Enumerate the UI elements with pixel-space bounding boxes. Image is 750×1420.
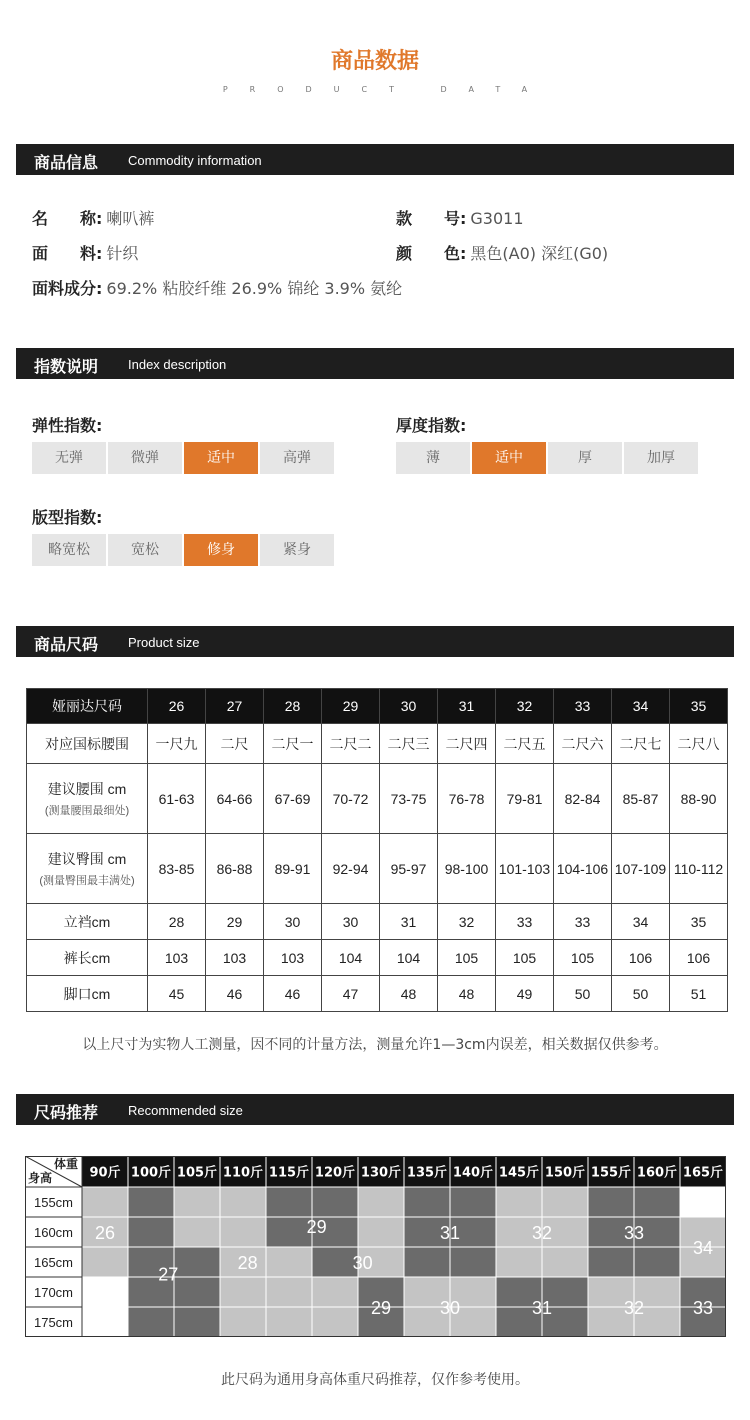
table-cell: 73-75 [380, 764, 438, 834]
table-cell: 33 [496, 904, 554, 940]
table-cell: 105 [554, 940, 612, 976]
info-fabric-label: 面 料: [32, 244, 103, 263]
weight-header-label: 165斤 [682, 1165, 724, 1181]
info-color-value: 黑色(A0) 深红(G0) [470, 244, 609, 263]
zone-cell [358, 1187, 404, 1217]
weight-header-label: 145斤 [498, 1165, 540, 1181]
zone-cell [220, 1187, 266, 1217]
zone-cell [266, 1277, 312, 1307]
row-label-note: (测量腰围最细处) [44, 805, 130, 817]
table-cell: 46 [264, 976, 322, 1012]
elasticity-option[interactable]: 适中 [184, 442, 258, 474]
section-info-header [16, 144, 734, 175]
table-cell: 106 [612, 940, 670, 976]
zone-size-label: 32 [531, 1223, 553, 1243]
fit-option[interactable]: 略宽松 [32, 534, 106, 566]
row-label [27, 724, 148, 764]
height-row-label: 165cm [33, 1255, 74, 1270]
info-color-label: 颜 色: [396, 244, 467, 263]
zone-cell [220, 1307, 266, 1337]
zone-cell [312, 1277, 358, 1307]
table-row [27, 724, 728, 764]
height-row-label: 155cm [33, 1195, 74, 1210]
zone-cell [496, 1187, 542, 1217]
fit-title: 版型指数: [32, 508, 103, 527]
size-table-header-cell: 27 [206, 689, 264, 724]
table-cell: 35 [670, 904, 728, 940]
info-name [32, 206, 154, 229]
zone-size-label: 30 [352, 1253, 373, 1273]
zone-size-label: 33 [692, 1298, 714, 1318]
info-composition-value: 69.2% 粘胶纤维 26.9% 锦纶 3.9% 氨纶 [106, 279, 403, 298]
table-row [27, 764, 728, 834]
table-cell: 104 [322, 940, 380, 976]
thickness-title: 厚度指数: [396, 416, 467, 435]
table-cell: 110-112 [670, 834, 728, 904]
zone-size-label: 33 [623, 1223, 645, 1243]
weight-header-label: 120斤 [314, 1165, 356, 1181]
size-table-header-cell: 26 [148, 689, 206, 724]
table-cell: 105 [438, 940, 496, 976]
zone-cell [220, 1217, 266, 1247]
weight-header-label: 155斤 [590, 1165, 632, 1181]
size-table [26, 688, 728, 1012]
fit-option[interactable]: 宽松 [108, 534, 182, 566]
table-cell: 二尺七 [612, 724, 670, 764]
table-cell: 二尺六 [554, 724, 612, 764]
table-cell: 30 [264, 904, 322, 940]
table-row [27, 940, 728, 976]
table-cell: 76-78 [438, 764, 496, 834]
size-table-header-cell: 34 [612, 689, 670, 724]
zone-cell [128, 1187, 174, 1217]
row-label [27, 764, 148, 834]
size-table-header-cell: 29 [322, 689, 380, 724]
page-title: 商品数据 [330, 49, 419, 74]
zone-cell [450, 1187, 496, 1217]
section-recommend-title: 尺码推荐 [34, 1103, 99, 1122]
section-size-subtitle: Product size [128, 635, 200, 650]
section-size-title: 商品尺码 [34, 635, 99, 654]
zone-size-label: 26 [94, 1223, 116, 1243]
zone-cell [174, 1187, 220, 1217]
size-table-header-cell: 28 [264, 689, 322, 724]
table-cell: 48 [380, 976, 438, 1012]
table-cell: 47 [322, 976, 380, 1012]
zone-cell [174, 1307, 220, 1337]
zone-cell [404, 1187, 450, 1217]
zone-cell [174, 1217, 220, 1247]
fit-option[interactable]: 紧身 [260, 534, 334, 566]
height-row-label: 160cm [33, 1225, 74, 1240]
weight-header-label: 160斤 [636, 1165, 678, 1181]
row-label-text: 建议臀围 cm [47, 851, 127, 867]
info-fabric [32, 241, 138, 264]
zone-size-label: 30 [439, 1298, 461, 1318]
table-cell: 89-91 [264, 834, 322, 904]
row-label-text: 脚口cm [63, 985, 111, 1002]
info-style-no [396, 206, 524, 229]
table-cell: 82-84 [554, 764, 612, 834]
section-size-header [16, 626, 734, 657]
thickness-option[interactable]: 薄 [396, 442, 470, 474]
table-cell: 105 [496, 940, 554, 976]
section-index-subtitle: Index description [128, 357, 227, 372]
weight-header-label: 140斤 [452, 1165, 494, 1181]
zone-cell [588, 1247, 634, 1277]
zone-cell [542, 1247, 588, 1277]
zone-cell [542, 1187, 588, 1217]
thickness-option[interactable]: 厚 [548, 442, 622, 474]
table-cell: 67-69 [264, 764, 322, 834]
zone-cell [358, 1217, 404, 1247]
zone-cell [634, 1247, 680, 1277]
zone-cell [220, 1277, 266, 1307]
size-table-header-cell: 35 [670, 689, 728, 724]
table-cell: 64-66 [206, 764, 264, 834]
info-color [396, 241, 608, 264]
corner-weight-label: 体重 [53, 1157, 78, 1171]
table-cell: 107-109 [612, 834, 670, 904]
info-style-no-value: G3011 [470, 209, 524, 228]
zone-size-label: 31 [439, 1223, 461, 1243]
table-cell: 79-81 [496, 764, 554, 834]
weight-header-label: 150斤 [544, 1165, 586, 1181]
row-label-text: 建议腰围 cm [47, 781, 127, 797]
table-cell: 83-85 [148, 834, 206, 904]
page-subtitle: PRODUCT DATA [222, 85, 550, 94]
table-cell: 104-106 [554, 834, 612, 904]
info-name-value: 喇叭裤 [106, 209, 155, 228]
size-table-header-cell: 33 [554, 689, 612, 724]
row-label-text: 裤长cm [63, 949, 111, 966]
zone-cell [266, 1187, 312, 1217]
size-recommendation-grid [25, 1156, 726, 1337]
height-row-label: 175cm [33, 1315, 74, 1330]
elasticity-title: 弹性指数: [32, 416, 103, 435]
recommend-note: 此尺码为通用身高体重尺码推荐，仅作参考使用。 [221, 1372, 529, 1388]
zone-cell [312, 1247, 358, 1277]
table-cell: 31 [380, 904, 438, 940]
recommendation-svg [25, 1156, 726, 1337]
fit-option[interactable]: 修身 [184, 534, 258, 566]
table-cell: 95-97 [380, 834, 438, 904]
section-index-header [16, 348, 734, 379]
table-cell: 45 [148, 976, 206, 1012]
zone-size-label: 29 [306, 1217, 327, 1237]
table-cell: 46 [206, 976, 264, 1012]
info-name-label: 名 称: [32, 209, 103, 228]
zone-cell [450, 1247, 496, 1277]
zone-cell [82, 1187, 128, 1217]
row-label [27, 940, 148, 976]
section-info-title: 商品信息 [34, 153, 99, 172]
zone-cell [128, 1217, 174, 1247]
row-label [27, 976, 148, 1012]
weight-header-label: 90斤 [89, 1165, 121, 1181]
fit-options [32, 534, 334, 566]
thickness-options [396, 442, 698, 474]
table-cell: 106 [670, 940, 728, 976]
zone-cell [266, 1307, 312, 1337]
zone-cell [634, 1187, 680, 1217]
table-cell: 30 [322, 904, 380, 940]
table-cell: 86-88 [206, 834, 264, 904]
zone-cell [174, 1247, 220, 1277]
zone-cell [266, 1247, 312, 1277]
elasticity-option[interactable]: 高弹 [260, 442, 334, 474]
weight-header-label: 130斤 [360, 1165, 402, 1181]
table-cell: 104 [380, 940, 438, 976]
table-cell: 48 [438, 976, 496, 1012]
table-cell: 二尺四 [438, 724, 496, 764]
table-cell: 一尺九 [148, 724, 206, 764]
zone-cell [128, 1307, 174, 1337]
section-info-subtitle: Commodity information [128, 153, 262, 168]
zone-cell [266, 1217, 312, 1247]
table-cell: 103 [206, 940, 264, 976]
corner-height-label: 身高 [28, 1171, 53, 1185]
row-label [27, 904, 148, 940]
size-note: 以上尺寸为实物人工测量，因不同的计量方法，测量允许1—3cm内误差，相关数据仅供参考。 [82, 1037, 668, 1053]
table-cell: 61-63 [148, 764, 206, 834]
zone-cell [174, 1277, 220, 1307]
table-cell: 29 [206, 904, 264, 940]
zone-cell [404, 1247, 450, 1277]
section-index-title: 指数说明 [34, 357, 99, 376]
table-cell: 103 [264, 940, 322, 976]
table-cell: 34 [612, 904, 670, 940]
weight-header-label: 135斤 [406, 1165, 448, 1181]
row-label-note: (测量臀围最丰满处) [39, 875, 135, 887]
size-table-header-cell: 32 [496, 689, 554, 724]
table-cell: 二尺三 [380, 724, 438, 764]
zone-size-label: 28 [237, 1253, 258, 1273]
table-row [27, 904, 728, 940]
table-row [27, 834, 728, 904]
table-cell: 88-90 [670, 764, 728, 834]
weight-header-label: 100斤 [130, 1165, 172, 1181]
table-cell: 50 [554, 976, 612, 1012]
table-cell: 85-87 [612, 764, 670, 834]
weight-header-label: 115斤 [268, 1165, 310, 1181]
table-row [27, 976, 728, 1012]
table-cell: 32 [438, 904, 496, 940]
table-cell: 28 [148, 904, 206, 940]
zone-cell [312, 1187, 358, 1217]
info-style-no-label: 款 号: [396, 209, 467, 228]
size-table-header-cell: 31 [438, 689, 496, 724]
table-cell: 50 [612, 976, 670, 1012]
weight-header-label: 105斤 [176, 1165, 218, 1181]
zone-cell [312, 1307, 358, 1337]
thickness-option[interactable]: 加厚 [624, 442, 698, 474]
zone-size-label: 32 [623, 1298, 645, 1318]
zone-cell [82, 1247, 128, 1277]
table-cell: 二尺五 [496, 724, 554, 764]
zone-cell [496, 1247, 542, 1277]
table-cell: 98-100 [438, 834, 496, 904]
height-row-label: 170cm [33, 1285, 74, 1300]
elasticity-options [32, 442, 334, 474]
section-recommend-subtitle: Recommended size [128, 1103, 243, 1118]
table-cell: 二尺 [206, 724, 264, 764]
table-cell: 92-94 [322, 834, 380, 904]
elasticity-option[interactable]: 微弹 [108, 442, 182, 474]
zone-cell [588, 1187, 634, 1217]
row-label-text: 立裆cm [63, 913, 111, 930]
row-label-text: 对应国标腰围 [45, 735, 129, 752]
table-cell: 33 [554, 904, 612, 940]
elasticity-option[interactable]: 无弹 [32, 442, 106, 474]
table-cell: 二尺二 [322, 724, 380, 764]
table-cell: 103 [148, 940, 206, 976]
weight-header-label: 110斤 [222, 1165, 264, 1181]
table-cell: 101-103 [496, 834, 554, 904]
zone-size-label: 29 [370, 1298, 392, 1318]
info-composition-label: 面料成分: [32, 279, 103, 298]
thickness-option[interactable]: 适中 [472, 442, 546, 474]
table-cell: 二尺一 [264, 724, 322, 764]
table-cell: 70-72 [322, 764, 380, 834]
table-cell: 49 [496, 976, 554, 1012]
table-cell: 51 [670, 976, 728, 1012]
zone-size-label: 27 [158, 1264, 179, 1285]
info-composition [32, 276, 402, 299]
size-table-header-row [27, 689, 728, 724]
row-label [27, 834, 148, 904]
table-cell: 二尺八 [670, 724, 728, 764]
info-fabric-value: 针织 [106, 244, 139, 263]
section-recommend-header [16, 1094, 734, 1125]
zone-size-label: 34 [692, 1238, 714, 1258]
zone-size-label: 31 [531, 1298, 553, 1318]
size-table-header-label: 娅丽达尺码 [27, 689, 148, 724]
size-table-header-cell: 30 [380, 689, 438, 724]
